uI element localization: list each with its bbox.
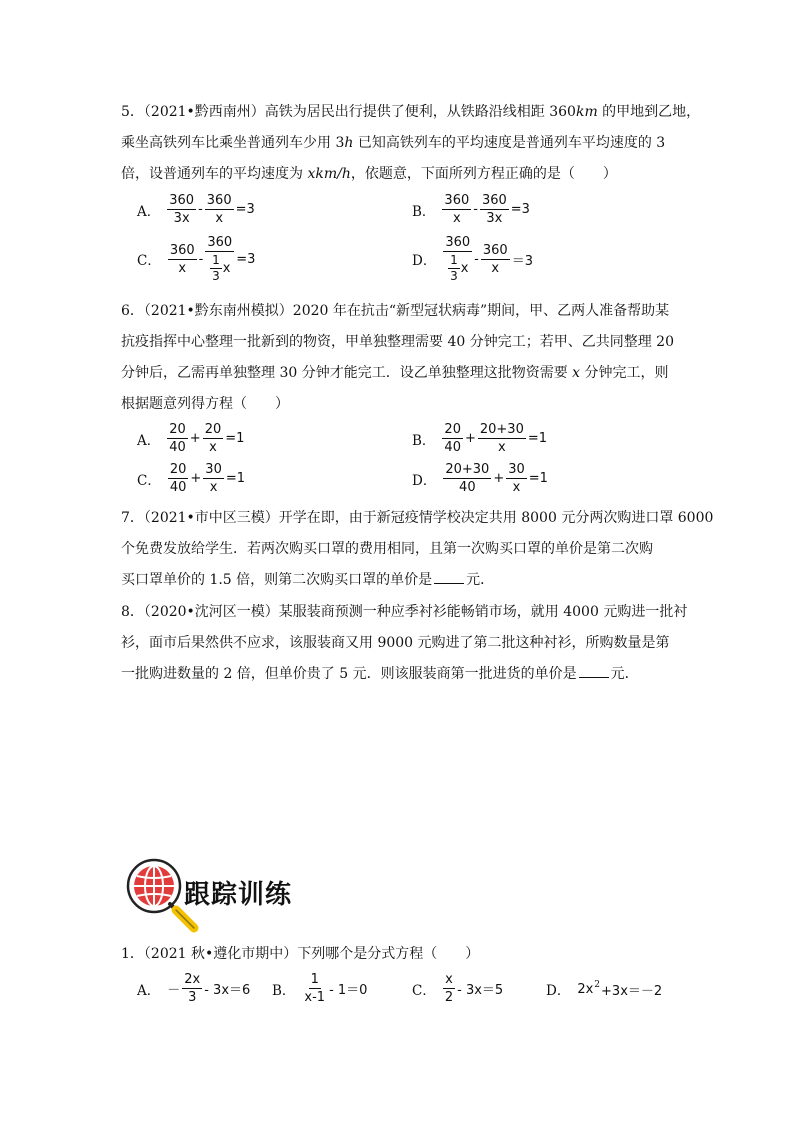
equation-rhs: =1: [225, 431, 245, 446]
q5-option-c[interactable]: [137, 235, 256, 283]
numerator: 20+30: [445, 462, 490, 477]
fraction: [480, 193, 509, 226]
f1-text: 1．（2021 秋•遵化市期中）下列哪个是分式方程（ ）: [121, 946, 480, 962]
denominator: 3x: [486, 211, 503, 226]
q7-line-1: [121, 509, 713, 527]
numerator: 360: [444, 193, 470, 208]
equation-rest: +3x＝－2: [601, 983, 663, 999]
denominator: x: [512, 480, 521, 495]
q6-line-3: [121, 364, 669, 382]
fraction: [443, 972, 455, 1005]
q8-line-1: [121, 603, 687, 621]
denominator: [445, 252, 470, 283]
denominator: [207, 252, 232, 283]
q5-option-a[interactable]: [137, 193, 256, 226]
denominator: x: [209, 480, 218, 495]
numerator: 20: [169, 422, 186, 437]
equation-rhs: =1: [225, 471, 246, 486]
q8-text: 8．（2020•沈河区一模）某服装商预测一种应季衬衫能畅销市场，就用 4000 元购进一批衬: [121, 604, 688, 620]
fraction: [182, 972, 202, 1005]
option-label: A．: [137, 432, 161, 449]
q5-line-2: [121, 134, 665, 152]
denominator: x: [452, 211, 461, 226]
numerator: 360: [481, 193, 507, 208]
fraction: [168, 243, 197, 276]
f1-option-c[interactable]: [412, 972, 504, 1005]
numerator: 360: [169, 242, 195, 258]
fraction: [443, 462, 491, 495]
equation-rhs: ＝3: [511, 253, 533, 269]
q6-text: 6．（2021•黔东南州模拟）2020 年在抗击“新型冠状病毒”期间，甲、乙两人准备帮助某: [121, 303, 670, 319]
answer-blank[interactable]: [579, 665, 609, 678]
denominator: 40: [169, 440, 186, 455]
operator: -: [198, 202, 203, 217]
answer-blank[interactable]: [434, 571, 464, 584]
fraction: [168, 462, 189, 495]
q8-line-3: [121, 665, 639, 683]
q5-line-3: [121, 165, 617, 183]
equation-rhs: =3: [236, 251, 256, 267]
f1-option-a[interactable]: [137, 972, 251, 1005]
option-label: C．: [412, 982, 436, 999]
term: 2x: [577, 981, 594, 997]
numerator: 1: [310, 972, 319, 987]
equation-rest: - 3x＝5: [457, 983, 504, 998]
option-label: B．: [412, 432, 436, 449]
q6-variable: x: [572, 365, 581, 381]
denominator: x: [215, 211, 224, 226]
denominator: 3: [188, 990, 197, 1005]
option-label: D．: [412, 472, 437, 489]
f1-line-1: [121, 945, 479, 963]
numerator: 360: [206, 193, 232, 208]
fraction: [302, 972, 327, 1005]
q5-option-d[interactable]: [412, 235, 534, 283]
numerator: 1: [450, 253, 458, 267]
q6-text: 根据题意列得方程（ ）: [121, 396, 289, 412]
operator: +: [190, 471, 202, 486]
option-label: D．: [412, 253, 437, 269]
numerator: 360: [207, 235, 233, 250]
q6-text-tail: 分钟完工，则: [580, 365, 669, 381]
numerator: 30: [508, 462, 525, 477]
numerator: 360: [482, 242, 508, 258]
inner-fraction: [210, 254, 222, 283]
numerator: 30: [205, 462, 222, 477]
operator: -: [473, 202, 478, 217]
variable: x: [222, 261, 231, 276]
q5-option-b[interactable]: [412, 193, 531, 226]
q6-option-d[interactable]: [412, 462, 549, 495]
q6-line-1: [121, 302, 669, 320]
fraction: [203, 462, 224, 495]
q5-text: 倍，设普通列车的平均速度为: [121, 166, 308, 182]
f1-option-b[interactable]: [272, 972, 368, 1005]
q6-line-4: [121, 395, 289, 413]
numerator: 1: [212, 253, 220, 267]
fraction: [167, 422, 188, 455]
numerator: x: [445, 972, 453, 987]
q7-line-2: [121, 540, 653, 558]
q6-text: 分钟后，乙需再单独整理 30 分钟才能完工．设乙单独整理这批物资需要: [121, 365, 573, 381]
operator: +: [464, 431, 476, 446]
denominator: x: [498, 440, 506, 455]
q7-text: 个免费发放给学生．若两次购买口罩的费用相同，且第一次购买口罩的单价是第二次购: [121, 541, 653, 557]
q7-text-tail: 元．: [466, 572, 495, 588]
equation-rhs: =3: [510, 202, 530, 217]
fraction: [506, 462, 527, 495]
sign: －: [167, 983, 181, 998]
equation-rhs: =1: [527, 431, 548, 446]
fraction: [167, 193, 196, 226]
denominator: x: [209, 440, 217, 455]
variable: x: [460, 261, 469, 276]
option-label: B．: [412, 203, 436, 220]
q5-text-tail: 已知高铁列车的平均速度是普通列车平均速度的 3: [353, 135, 666, 151]
equation-rhs: =3: [235, 202, 255, 217]
q5-text: 乘坐高铁列车比乘坐普通列车少用 3: [121, 135, 345, 151]
option-label: A．: [137, 982, 161, 999]
compound-fraction: [443, 235, 472, 283]
numerator: 20+30: [479, 422, 524, 437]
q6-option-c[interactable]: [137, 462, 246, 495]
q6-option-a[interactable]: [137, 422, 245, 455]
equation-rest: - 3x＝6: [204, 983, 251, 998]
q8-text-tail: 元．: [610, 666, 639, 682]
numerator: 20: [169, 462, 187, 477]
operator: -: [474, 251, 479, 267]
operator: -: [198, 251, 204, 267]
f1-option-d[interactable]: [546, 979, 663, 999]
option-label: C．: [137, 472, 161, 489]
fraction: [478, 422, 526, 455]
numerator: 360: [169, 193, 195, 208]
inner-fraction: [448, 254, 460, 283]
fraction: [205, 193, 234, 226]
q5-text-tail: ，依题意，下面所列方程正确的是（ ）: [350, 166, 617, 182]
q5-line-1: [121, 103, 700, 121]
q8-text: 一批购进数量的 2 倍，但单价贵了 5 元．则该服装商第一批进货的单价是: [121, 666, 577, 682]
q6-line-2: [121, 333, 674, 351]
fraction: [481, 243, 510, 276]
option-label: C．: [137, 253, 161, 269]
fraction: [442, 422, 463, 455]
denominator: 40: [169, 480, 187, 495]
exponent: 2: [594, 980, 601, 990]
q6-text: 抗疫指挥中心整理一批新到的物资，甲单独整理需要 40 分钟完工；若甲、乙共同整理 20: [121, 334, 674, 350]
denominator: 3: [212, 269, 220, 283]
numerator: 20: [444, 422, 461, 437]
denominator: 40: [459, 480, 476, 495]
denominator: x: [491, 260, 500, 276]
equation-rest: - 1＝0: [329, 983, 368, 998]
numerator: 2x: [184, 972, 201, 987]
equation-rhs: =1: [528, 471, 548, 486]
numerator: 360: [445, 235, 471, 250]
fraction: [203, 422, 224, 455]
option-label: D．: [546, 983, 571, 999]
denominator: 3: [450, 269, 458, 283]
option-label: A．: [137, 203, 161, 220]
section-title: 跟踪训练: [184, 880, 293, 910]
q7-text: 7．（2021•市中区三模）开学在即，由于新冠疫情学校决定共用 8000 元分两次购进口罩 6000: [121, 510, 714, 526]
denominator: 3x: [173, 211, 190, 226]
operator: +: [493, 471, 505, 486]
q6-option-b[interactable]: [412, 422, 548, 455]
denominator: x-1: [304, 990, 326, 1005]
section-header: [126, 858, 326, 928]
denominator: 2: [444, 990, 454, 1005]
compound-fraction: [205, 235, 234, 283]
numerator: 20: [204, 422, 222, 437]
q7-line-3: [121, 571, 494, 589]
operator: +: [189, 431, 201, 446]
denominator: x: [178, 260, 187, 276]
q5-text-tail: 的甲地到乙地，: [597, 104, 701, 120]
option-label: B．: [272, 982, 296, 999]
q5-unit-h: h: [344, 135, 354, 151]
q5-variable: xkm/h: [307, 166, 351, 182]
q5-unit-km: km: [575, 104, 598, 120]
q5-text: 5．（2021•黔西南州）高铁为居民出行提供了便利，从铁路沿线相距 360: [121, 104, 576, 120]
denominator: 40: [444, 440, 461, 455]
q7-text: 买口罩单价的 1.5 倍，则第二次购买口罩的单价是: [121, 572, 433, 588]
fraction: [442, 193, 471, 226]
q8-line-2: [121, 634, 670, 652]
q8-text: 衫，面市后果然供不应求，该服装商又用 9000 元购进了第二批这种衬衫，所购数量是第: [121, 635, 670, 651]
